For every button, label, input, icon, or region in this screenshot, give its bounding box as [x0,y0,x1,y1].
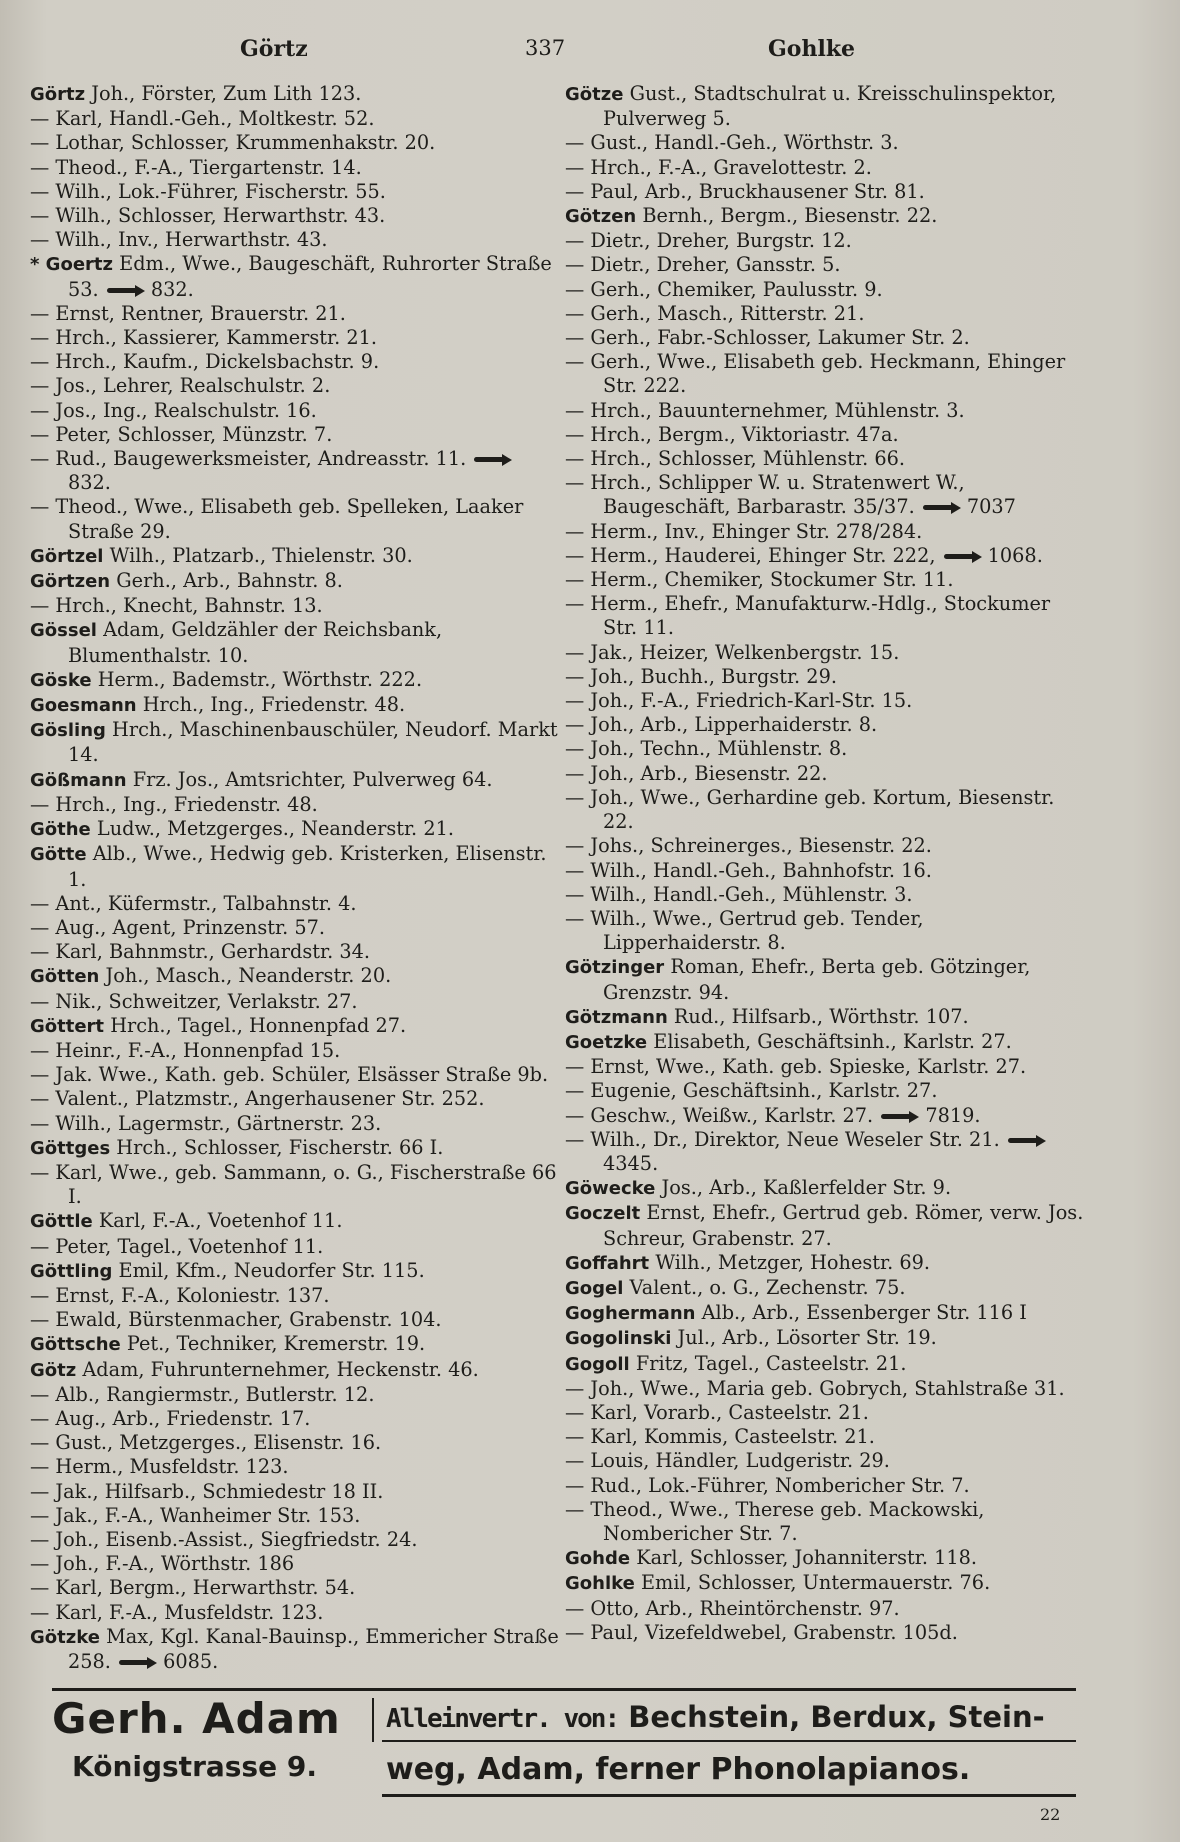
directory-entry [30,964,560,989]
directory-entry [30,1063,560,1087]
entry-surname: Götzmann [565,1006,668,1028]
directory-entry [30,793,560,817]
entry-text: Roman, Ehefr., Berta geb. Götzinger, Grenzstr. 94. [603,955,1031,1004]
entry-text: — Jos., Ing., Realschulstr. 16. [30,398,317,422]
directory-entry [565,1425,1085,1449]
entry-text: — Peter, Schlosser, Münzstr. 7. [30,422,333,446]
entry-text: — Wilh., Schlosser, Herwarthstr. 43. [30,204,386,228]
entry-text: Karl, Schlosser, Johanniterstr. 118. [636,1546,978,1570]
entry-text: — Theod., Wwe., Elisabeth geb. Spelleken, Laaker Straße 29. [30,495,524,543]
directory-entry [565,834,1085,858]
entry-text: — Jos., Lehrer, Realschulstr. 2. [30,374,331,398]
entry-text: — Herm., Inv., Ehinger Str. 278/284. [565,519,923,543]
entry-text: — Nik., Schweitzer, Verlakstr. 27. [30,989,358,1013]
telephone-icon [119,1658,159,1668]
directory-entry [565,229,1085,253]
directory-entry [30,107,560,131]
entry-text: — Karl, Vorarb., Casteelstr. 21. [565,1400,869,1424]
directory-entry [565,278,1085,302]
entry-text: Wilh., Metzger, Hohestr. 69. [655,1250,931,1274]
entry-surname: Goffahrt [565,1252,650,1274]
directory-entry [30,1235,560,1259]
entry-surname: Götz [30,1359,77,1381]
ad-top-rule [52,1688,1076,1691]
entry-text: — Wilh., Handl.-Geh., Mühlenstr. 3. [565,882,913,906]
directory-entry [30,1407,560,1431]
directory-entry [30,326,560,350]
entry-text: — Gerh., Wwe., Elisabeth geb. Heckmann, Ehinger Str. 222. [565,350,1066,398]
entry-text: Alb., Arb., Essenberger Str. 116 I [701,1301,1027,1325]
directory-entry [30,1552,560,1576]
directory-entry [565,1128,1085,1176]
entry-text: — Joh., Techn., Mühlenstr. 8. [565,737,848,761]
entry-text: Valent., o. G., Zechenstr. 75. [629,1275,906,1299]
entry-text: — Otto, Arb., Rheintörchenstr. 97. [565,1596,900,1620]
entry-text: — Gerh., Fabr.-Schlosser, Lakumer Str. 2. [565,326,970,350]
entry-text: — Peter, Tagel., Voetenhof 11. [30,1234,324,1258]
directory-entry [30,1284,560,1308]
entry-text: — Dietr., Dreher, Gansstr. 5. [565,253,841,277]
directory-entry [565,1079,1085,1103]
header-left-keyword: Görtz [240,36,308,62]
entry-surname: * Goertz [30,254,113,276]
directory-entry [30,374,560,398]
entry-surname: Gösling [30,720,106,742]
entry-text: — Jak., F.-A., Wanheimer Str. 153. [30,1503,361,1527]
entry-text: — Karl, Kommis, Casteelstr. 21. [565,1425,875,1449]
directory-entry [565,1377,1085,1401]
entry-text: — Wilh., Lok.-Führer, Fischerstr. 55. [30,179,386,203]
entry-text: — Heinr., F.-A., Honnenpfad 15. [30,1038,341,1062]
entry-text: — Joh., Arb., Biesenstr. 22. [565,761,828,785]
entry-text: — Gust., Metzgerges., Elisenstr. 16. [30,1431,382,1455]
directory-entry [30,1504,560,1528]
directory-entry [30,1332,560,1357]
entry-text: — Herm., Ehefr., Manufakturw.-Hdlg., Stockumer Str. 11. [565,592,1051,640]
entry-text: — Gerh., Chemiker, Paulusstr. 9. [565,277,883,301]
entry-text: — Ernst, F.-A., Koloniestr. 137. [30,1283,330,1307]
ad-line-2: weg, Adam, ferner Phonolapianos. [386,1752,971,1787]
directory-entry [565,302,1085,326]
directory-entry [30,544,560,569]
telephone-number: 6085. [163,1650,219,1673]
entry-text: — Jak., Hilfsarb., Schmiedestr 18 II. [30,1479,384,1503]
ad-line-1-prefix: Alleinvertr. von: [386,1704,619,1734]
directory-entry [565,786,1085,834]
directory-entry [30,1112,560,1136]
directory-entry [30,1576,560,1600]
directory-entry [30,1431,560,1455]
entry-text: — Gerh., Masch., Ritterstr. 21. [565,301,865,325]
directory-entry [30,1308,560,1332]
telephone-icon [474,455,514,465]
page-number: 337 [525,36,566,60]
directory-entry [565,592,1085,640]
directory-entry [30,1259,560,1284]
directory-entry [565,859,1085,883]
directory-entry [30,156,560,180]
entry-text: Frz. Jos., Amtsrichter, Pulverweg 64. [132,767,493,791]
directory-entry [30,350,560,374]
entry-text: — Hrch., Schlipper W. u. Stratenwert W., Baugeschäft, Barbarastr. 35/37. [565,471,965,519]
ad-line-1-rest: Bechstein, Berdux, Stein- [628,1700,1045,1734]
entry-text: Karl, F.-A., Voetenhof 11. [98,1209,343,1233]
ad-middle-rule [382,1740,1076,1742]
directory-entry [30,1480,560,1504]
directory-entry [565,544,1085,568]
entry-text: — Wilh., Inv., Herwarthstr. 43. [30,228,328,252]
telephone-icon [881,1112,921,1122]
directory-entry [30,1161,560,1209]
entry-surname: Görtz [30,84,86,105]
directory-entry [30,1087,560,1111]
directory-entry [30,1136,560,1161]
telephone-icon [1008,1136,1048,1146]
header-right-keyword: Gohlke [768,36,856,62]
entry-text: — Theod., F.-A., Tiergartenstr. 14. [30,155,362,179]
entry-surname: Gogoll [565,1353,630,1375]
directory-entry [565,471,1085,519]
entry-text: Adam, Geldzähler der Reichsbank, Blumenthalstr. 10. [68,618,443,667]
advertisement [52,1688,1076,1798]
directory-entry [30,1209,560,1234]
entry-text: — Hrch., Bergm., Viktoriastr. 47a. [565,422,899,446]
directory-entry [30,1625,560,1674]
directory-entry [30,842,560,891]
entry-text: — Jak. Wwe., Kath. geb. Schüler, Elsässer Straße 9b. [30,1063,549,1087]
entry-text: — Geschw., Weißw., Karlstr. 27. [565,1103,874,1127]
entry-text: — Eugenie, Geschäftsinh., Karlstr. 27. [565,1079,938,1103]
entry-text: — Hrch., Ing., Friedenstr. 48. [30,792,318,816]
directory-entry [565,1005,1085,1030]
entry-surname: Görtzen [30,571,111,593]
entry-text: Herm., Bademstr., Wörthstr. 222. [97,667,423,691]
footer-mark: 22 [1040,1805,1061,1824]
entry-text: Fritz, Tagel., Casteelstr. 21. [635,1351,907,1375]
directory-entry [30,252,560,301]
entry-surname: Gössel [30,620,97,642]
entry-text: — Aug., Agent, Prinzenstr. 57. [30,915,326,939]
entry-text: — Alb., Rangiermstr., Butlerstr. 12. [30,1382,375,1406]
entry-text: — Herm., Hauderei, Ehinger Str. 222, [565,543,936,567]
telephone-icon [944,552,984,562]
entry-surname: Göthe [30,819,91,841]
entry-text: — Paul, Vizefeldwebel, Grabenstr. 105d. [565,1620,958,1644]
entry-text: — Louis, Händler, Ludgeristr. 29. [565,1449,890,1473]
directory-entry [30,693,560,718]
entry-surname: Goghermann [565,1303,696,1325]
entry-surname: Gohlke [565,1573,635,1595]
entry-surname: Göske [30,669,92,691]
directory-entry [565,641,1085,665]
directory-entry [565,350,1085,398]
entry-text: — Hrch., Bauunternehmer, Mühlenstr. 3. [565,398,965,422]
directory-entry [565,1326,1085,1351]
directory-entry [565,1104,1085,1128]
entry-surname: Göttges [30,1137,111,1159]
directory-entry [30,1601,560,1625]
directory-entry [565,204,1085,229]
directory-entry [30,423,560,447]
directory-entry [565,399,1085,423]
directory-entry [30,1383,560,1407]
entry-surname: Gohde [565,1548,631,1570]
directory-entry [30,302,560,326]
entry-text: — Joh., Wwe., Maria geb. Gobrych, Stahlstraße 31. [565,1376,1065,1400]
entry-text: Hrch., Ing., Friedenstr. 48. [142,693,406,717]
entry-text: — Lothar, Schlosser, Krummenhakstr. 20. [30,131,436,155]
entry-text: Elisabeth, Geschäftsinh., Karlstr. 27. [653,1029,1012,1053]
directory-entry [565,955,1085,1004]
directory-entry [565,1498,1085,1546]
directory-entry [565,665,1085,689]
entry-text: — Ewald, Bürstenmacher, Grabenstr. 104. [30,1308,442,1332]
entry-text: — Ernst, Rentner, Brauerstr. 21. [30,301,346,325]
entry-surname: Goczelt [565,1203,641,1225]
telephone-number: 832. [150,277,194,301]
telephone-number: 4345. [603,1151,659,1175]
directory-entry [565,1449,1085,1473]
directory-entry [30,618,560,667]
directory-entry [30,892,560,916]
directory-entry [30,569,560,594]
ad-divider [372,1698,374,1742]
directory-entry [565,1597,1085,1621]
directory-entry [565,1352,1085,1377]
entry-text: — Rud., Baugewerksmeister, Andreasstr. 11. [30,447,467,471]
entry-text: Joh., Masch., Neanderstr. 20. [105,964,392,988]
directory-entry [565,1401,1085,1425]
directory-entry [30,916,560,940]
ad-company-name: Gerh. Adam [52,1694,341,1743]
entry-surname: Gogolinski [565,1328,672,1350]
directory-entry [30,228,560,252]
entry-text: — Hrch., Knecht, Bahnstr. 13. [30,594,323,618]
entry-text: — Karl, Bergm., Herwarthstr. 54. [30,1576,356,1600]
entry-text: Joh., Förster, Zum Lith 123. [91,82,362,105]
entry-surname: Görtzel [30,545,104,567]
directory-entry [30,180,560,204]
telephone-number: 832. [68,471,111,495]
telephone-icon [923,503,963,513]
directory-entry [30,1358,560,1383]
entry-text: — Gust., Handl.-Geh., Wörthstr. 3. [565,131,899,155]
entry-text: — Hrch., Schlosser, Mühlenstr. 66. [565,447,906,471]
entry-surname: Göttert [30,1015,105,1037]
telephone-number: 7037 [966,495,1016,519]
telephone-number: 7819. [925,1103,981,1127]
directory-entry [565,1055,1085,1079]
entry-text: Rud., Hilfsarb., Wörthstr. 107. [673,1004,969,1028]
entry-text: — Joh., Buchh., Burgstr. 29. [565,664,837,688]
entry-text: — Karl, F.-A., Musfeldstr. 123. [30,1600,324,1624]
directory-entry [30,990,560,1014]
directory-entry [565,907,1085,955]
entry-text: — Joh., F.-A., Wörthstr. 186 [30,1552,295,1576]
directory-entry [565,883,1085,907]
entry-text: — Jak., Heizer, Welkenbergstr. 15. [565,640,900,664]
entry-text: — Joh., Arb., Lipperhaiderstr. 8. [565,713,878,737]
entry-text: — Herm., Musfeldstr. 123. [30,1455,289,1479]
entry-text: — Joh., F.-A., Friedrich-Karl-Str. 15. [565,689,913,713]
directory-entry [565,156,1085,180]
directory-entry [565,568,1085,592]
directory-entry [30,495,560,543]
entry-text: Ernst, Ehefr., Gertrud geb. Römer, verw. Jos. Schreur, Grabenstr. 27. [603,1201,1084,1250]
entry-text: Ludw., Metzgerges., Neanderstr. 21. [96,817,454,841]
directory-entry [565,82,1085,131]
directory-entry [565,689,1085,713]
directory-entry [565,1276,1085,1301]
entry-surname: Götze [565,84,624,105]
entry-surname: Gogel [565,1277,624,1299]
directory-entry [30,594,560,618]
directory-entry [565,131,1085,155]
directory-entry [30,1014,560,1039]
entry-text: Edm., Wwe., Baugeschäft, Ruhrorter Straße 53. [68,252,552,301]
entry-text: Hrch., Tagel., Honnenpfad 27. [110,1013,407,1037]
entry-text: — Valent., Platzmstr., Angerhausener Str. 252. [30,1087,485,1111]
entry-text: — Ant., Küfermstr., Talbahnstr. 4. [30,891,357,915]
entry-text: — Karl, Handl.-Geh., Moltkestr. 52. [30,107,375,131]
entry-surname: Götzke [30,1626,100,1648]
entry-surname: Göttling [30,1260,113,1282]
entry-surname: Götzen [565,206,637,228]
right-column [565,82,1085,1645]
directory-entry [565,1251,1085,1276]
directory-entry [565,520,1085,544]
entry-surname: Gößmann [30,769,127,791]
entry-surname: Göttsche [30,1334,121,1356]
directory-entry [30,718,560,767]
entry-text: Emil, Schlosser, Untermauerstr. 76. [640,1571,991,1595]
directory-entry [565,180,1085,204]
entry-text: Bernh., Bergm., Biesenstr. 22. [642,204,938,228]
directory-entry [565,1030,1085,1055]
directory-entry [565,713,1085,737]
entry-surname: Götte [30,844,87,866]
entry-text: — Johs., Schreinerges., Biesenstr. 22. [565,834,932,858]
telephone-icon [107,286,147,296]
directory-entry [565,1621,1085,1645]
entry-text: Hrch., Schlosser, Fischerstr. 66 I. [116,1135,444,1159]
directory-entry [565,1474,1085,1498]
telephone-number: 1068. [987,543,1043,567]
entry-surname: Göwecke [565,1178,656,1200]
directory-entry [565,253,1085,277]
directory-entry [30,204,560,228]
directory-entry [565,447,1085,471]
entry-text: Gust., Stadtschulrat u. Kreisschulinspektor, Pulverweg 5. [603,82,1057,131]
directory-entry [565,1546,1085,1571]
entry-text: Pet., Techniker, Kremerstr. 19. [126,1332,426,1356]
entry-text: — Wilh., Wwe., Gertrud geb. Tender, Lipperhaiderstr. 8. [565,906,924,955]
entry-text: — Karl, Bahnmstr., Gerhardstr. 34. [30,940,371,964]
entry-text: Max, Kgl. Kanal-Bauinsp., Emmericher Straße 258. [68,1624,559,1673]
directory-entry [565,423,1085,447]
directory-entry [30,399,560,423]
directory-entry [30,1528,560,1552]
entry-text: — Dietr., Dreher, Burgstr. 12. [565,229,852,253]
ad-address: Königstrasse 9. [72,1750,317,1783]
entry-surname: Göttle [30,1211,93,1233]
page-header [0,32,1180,68]
directory-entry [30,131,560,155]
directory-entry [30,1455,560,1479]
entry-text: Jos., Arb., Kaßlerfelder Str. 9. [661,1176,952,1200]
entry-text: — Karl, Wwe., geb. Sammann, o. G., Fischerstraße 66 I. [30,1160,557,1209]
entry-text: — Paul, Arb., Bruckhausener Str. 81. [565,179,925,203]
entry-text: Adam, Fuhrunternehmer, Heckenstr. 46. [82,1357,479,1381]
entry-text: — Wilh., Dr., Direktor, Neue Weseler Str. 21. [565,1127,1000,1151]
directory-entry [565,737,1085,761]
entry-surname: Götzinger [565,957,665,979]
entry-surname: Götten [30,966,100,988]
entry-text: Wilh., Platzarb., Thielenstr. 30. [109,543,413,567]
entry-text: Alb., Wwe., Hedwig geb. Kristerken, Elisenstr. 1. [68,842,547,891]
directory-entry [565,1201,1085,1250]
directory-entry [30,82,560,107]
entry-text: Gerh., Arb., Bahnstr. 8. [116,569,343,593]
directory-entry [30,768,560,793]
entry-text: Hrch., Maschinenbauschüler, Neudorf. Markt 14. [68,718,558,767]
entry-text: — Wilh., Lagermstr., Gärtnerstr. 23. [30,1111,382,1135]
directory-entry [565,762,1085,786]
entry-text: Emil, Kfm., Neudorfer Str. 115. [118,1258,425,1282]
entry-text: Jul., Arb., Lösorter Str. 19. [677,1326,937,1350]
directory-entry [565,1301,1085,1326]
entry-surname: Goesmann [30,695,137,717]
entry-text: — Herm., Chemiker, Stockumer Str. 11. [565,568,954,592]
directory-entry [30,447,560,495]
entry-text: — Joh., Wwe., Gerhardine geb. Kortum, Biesenstr. 22. [565,785,1055,834]
directory-entry [30,940,560,964]
entry-text: — Wilh., Handl.-Geh., Bahnhofstr. 16. [565,858,932,882]
directory-entry [30,1039,560,1063]
ad-bottom-rule [382,1794,1076,1797]
entry-text: — Rud., Lok.-Führer, Nombericher Str. 7. [565,1473,970,1497]
directory-entry [565,326,1085,350]
entry-text: — Theod., Wwe., Therese geb. Mackowski, Nombericher Str. 7. [565,1497,985,1545]
entry-text: — Aug., Arb., Friedenstr. 17. [30,1406,311,1430]
directory-entry [30,817,560,842]
entry-surname: Goetzke [565,1031,648,1053]
entry-text: — Joh., Eisenb.-Assist., Siegfriedstr. 24. [30,1527,418,1551]
entry-text: — Ernst, Wwe., Kath. geb. Spieske, Karlstr. 27. [565,1055,1027,1079]
entry-text: — Hrch., Kassierer, Kammerstr. 21. [30,326,378,350]
left-column [30,82,560,1674]
entry-text: — Hrch., F.-A., Gravelottestr. 2. [565,155,872,179]
entry-text: — Hrch., Kaufm., Dickelsbachstr. 9. [30,350,380,374]
directory-entry [565,1571,1085,1596]
directory-entry [30,668,560,693]
ad-line-1 [386,1700,1045,1734]
directory-entry [565,1176,1085,1201]
